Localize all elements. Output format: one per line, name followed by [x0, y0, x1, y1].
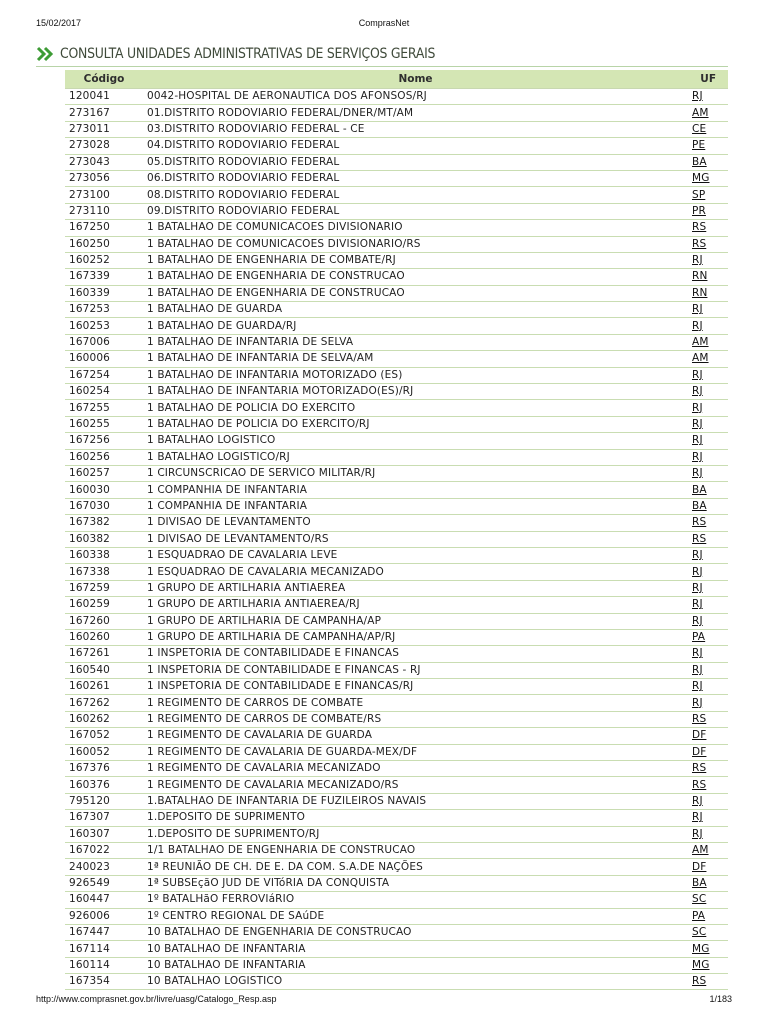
cell-code: 160338 [65, 547, 143, 563]
table-row [65, 793, 728, 809]
column-header-uf[interactable]: UF [688, 70, 728, 89]
uf-link[interactable]: RS [692, 975, 707, 988]
cell-name: 1 BATALHAO DE INFANTARIA DE SELVA [143, 334, 688, 350]
cell-uf [688, 908, 728, 924]
table-row [65, 580, 728, 596]
uf-link[interactable]: MG [692, 958, 710, 971]
cell-code: 273011 [65, 121, 143, 137]
table-row [65, 187, 728, 203]
cell-code: 167260 [65, 613, 143, 629]
cell-code: 160052 [65, 744, 143, 760]
cell-name: 1º BATALHãO FERROVIáRIO [143, 892, 688, 908]
cell-uf [688, 433, 728, 449]
cell-code: 160006 [65, 351, 143, 367]
table-row [65, 826, 728, 842]
cell-name: 1 REGIMENTO DE CAVALARIA MECANIZADO/RS [143, 777, 688, 793]
cell-code: 160114 [65, 957, 143, 973]
table-row [65, 252, 728, 268]
table-row [65, 744, 728, 760]
cell-name: 1 GRUPO DE ARTILHARIA DE CAMPANHA/AP/RJ [143, 629, 688, 645]
cell-name: 1 GRUPO DE ARTILHARIA ANTIAEREA/RJ [143, 597, 688, 613]
cell-uf [688, 744, 728, 760]
uf-link[interactable]: RJ [692, 90, 703, 103]
table-row [65, 465, 728, 481]
cell-uf [688, 974, 728, 990]
table-row [65, 810, 728, 826]
cell-name: 1 REGIMENTO DE CAVALARIA DE GUARDA [143, 728, 688, 744]
cell-uf [688, 318, 728, 334]
cell-name: 06.DISTRITO RODOVIARIO FEDERAL [143, 170, 688, 186]
print-title: ComprasNet [358, 18, 410, 28]
cell-code: 795120 [65, 793, 143, 809]
cell-name: 1 REGIMENTO DE CARROS DE COMBATE [143, 695, 688, 711]
column-header-name[interactable]: Nome [143, 70, 688, 89]
cell-name: 1 BATALHAO DE POLICIA DO EXERCITO/RJ [143, 416, 688, 432]
uf-link[interactable]: RJ [692, 614, 703, 627]
cell-name: 1 REGIMENTO DE CAVALARIA MECANIZADO [143, 761, 688, 777]
table-row [65, 875, 728, 891]
uf-link[interactable]: PA [692, 909, 706, 922]
uf-link[interactable]: BA [692, 483, 707, 496]
cell-code: 167382 [65, 515, 143, 531]
cell-code: 160254 [65, 384, 143, 400]
cell-uf [688, 465, 728, 481]
uf-link[interactable]: SP [692, 188, 706, 201]
cell-code: 167022 [65, 842, 143, 858]
cell-name: 1.DEPOSITO DE SUPRIMENTO/RJ [143, 826, 688, 842]
uf-link[interactable]: MG [692, 172, 710, 185]
cell-code: 160376 [65, 777, 143, 793]
uf-link[interactable]: RJ [692, 434, 703, 447]
cell-code: 167354 [65, 974, 143, 990]
table-row [65, 957, 728, 973]
cell-code: 167030 [65, 498, 143, 514]
uf-link[interactable]: RN [692, 270, 708, 283]
table-row [65, 564, 728, 580]
cell-uf [688, 711, 728, 727]
cell-uf [688, 351, 728, 367]
table-row [65, 941, 728, 957]
table-row [65, 777, 728, 793]
cell-name: 1 REGIMENTO DE CAVALARIA DE GUARDA-MEX/DF [143, 744, 688, 760]
uf-link[interactable]: RJ [692, 827, 703, 840]
cell-uf [688, 367, 728, 383]
cell-name: 1 BATALHAO DE GUARDA [143, 302, 688, 318]
uf-link[interactable]: AM [692, 336, 709, 349]
uf-link[interactable]: PE [692, 139, 706, 152]
table-row [65, 515, 728, 531]
cell-name: 04.DISTRITO RODOVIARIO FEDERAL [143, 138, 688, 154]
cell-name: 1 BATALHAO DE INFANTARIA MOTORIZADO(ES)/RJ [143, 384, 688, 400]
cell-code: 160339 [65, 285, 143, 301]
cell-name: 1º CENTRO REGIONAL DE SAúDE [143, 908, 688, 924]
table-row [65, 433, 728, 449]
uf-link[interactable]: RJ [692, 467, 703, 480]
cell-code: 167255 [65, 400, 143, 416]
cell-uf [688, 252, 728, 268]
cell-uf [688, 842, 728, 858]
table-row [65, 924, 728, 940]
cell-uf [688, 400, 728, 416]
table-header-row [65, 70, 728, 89]
cell-name: 1ª REUNIÃO DE CH. DE E. DA COM. S.A.DE NAÇÕES [143, 859, 688, 875]
print-footer [0, 994, 768, 1006]
cell-name: 1 BATALHAO DE COMUNICACOES DIVISIONARIO [143, 220, 688, 236]
table-row [65, 367, 728, 383]
cell-uf [688, 203, 728, 219]
uf-link[interactable]: AM [692, 352, 709, 365]
cell-name: 1 DIVISAO DE LEVANTAMENTO [143, 515, 688, 531]
cell-code: 273110 [65, 203, 143, 219]
uf-link[interactable]: RS [692, 713, 707, 726]
uf-link[interactable]: AM [692, 844, 709, 857]
cell-name: 03.DISTRITO RODOVIARIO FEDERAL - CE [143, 121, 688, 137]
table-row [65, 154, 728, 170]
cell-name: 1 GRUPO DE ARTILHARIA DE CAMPANHA/AP [143, 613, 688, 629]
cell-name: 0042-HOSPITAL DE AERONAUTICA DOS AFONSOS/RJ [143, 89, 688, 105]
cell-uf [688, 859, 728, 875]
cell-code: 160447 [65, 892, 143, 908]
cell-code: 167447 [65, 924, 143, 940]
column-header-code[interactable]: Código [65, 70, 143, 89]
cell-code: 273028 [65, 138, 143, 154]
table-row [65, 711, 728, 727]
table-row [65, 203, 728, 219]
uf-link[interactable]: DF [692, 745, 707, 758]
table-row [65, 531, 728, 547]
table-row [65, 121, 728, 137]
cell-uf [688, 105, 728, 121]
table-row [65, 220, 728, 236]
cell-code: 273100 [65, 187, 143, 203]
cell-name: 1ª SUBSEçãO JUD DE VITóRIA DA CONQUISTA [143, 875, 688, 891]
table-row [65, 170, 728, 186]
cell-name: 1.BATALHAO DE INFANTARIA DE FUZILEIROS NAVAIS [143, 793, 688, 809]
cell-uf [688, 515, 728, 531]
cell-uf [688, 498, 728, 514]
uf-link[interactable]: RJ [692, 581, 703, 594]
print-page-number: 1/183 [709, 994, 732, 1004]
cell-code: 160540 [65, 662, 143, 678]
table-row [65, 547, 728, 563]
table-row [65, 728, 728, 744]
table-row [65, 138, 728, 154]
uf-link[interactable]: CE [692, 122, 707, 135]
units-table [65, 70, 728, 990]
table-row [65, 974, 728, 990]
cell-code: 160252 [65, 252, 143, 268]
table-row [65, 400, 728, 416]
cell-code: 160250 [65, 236, 143, 252]
cell-code: 273167 [65, 105, 143, 121]
cell-name: 1 BATALHAO DE ENGENHARIA DE CONSTRUCAO [143, 269, 688, 285]
double-chevron-right-icon [36, 46, 56, 62]
cell-uf [688, 728, 728, 744]
uf-link[interactable]: RJ [692, 254, 703, 267]
uf-link[interactable]: RJ [692, 401, 703, 414]
table-row [65, 318, 728, 334]
cell-uf [688, 957, 728, 973]
uf-link[interactable]: RS [692, 778, 707, 791]
uf-link[interactable]: RS [692, 237, 707, 250]
cell-code: 167262 [65, 695, 143, 711]
cell-code: 160257 [65, 465, 143, 481]
table-row [65, 761, 728, 777]
cell-uf [688, 564, 728, 580]
cell-uf [688, 531, 728, 547]
uf-link[interactable]: RJ [692, 565, 703, 578]
cell-code: 160307 [65, 826, 143, 842]
cell-uf [688, 236, 728, 252]
uf-link[interactable]: RJ [692, 303, 703, 316]
cell-uf [688, 285, 728, 301]
cell-uf [688, 121, 728, 137]
table-row [65, 302, 728, 318]
uf-link[interactable]: DF [692, 729, 707, 742]
cell-code: 167376 [65, 761, 143, 777]
cell-code: 167114 [65, 941, 143, 957]
cell-name: 1 ESQUADRAO DE CAVALARIA LEVE [143, 547, 688, 563]
cell-name: 10 BATALHAO DE ENGENHARIA DE CONSTRUCAO [143, 924, 688, 940]
uf-link[interactable]: RS [692, 516, 707, 529]
cell-uf [688, 924, 728, 940]
cell-uf [688, 580, 728, 596]
table-row [65, 842, 728, 858]
table-row [65, 908, 728, 924]
uf-link[interactable]: PR [692, 204, 706, 217]
cell-uf [688, 695, 728, 711]
cell-name: 1 COMPANHIA DE INFANTARIA [143, 498, 688, 514]
uf-link[interactable]: MG [692, 942, 710, 955]
table-row [65, 892, 728, 908]
cell-uf [688, 170, 728, 186]
table-row [65, 679, 728, 695]
cell-name: 05.DISTRITO RODOVIARIO FEDERAL [143, 154, 688, 170]
cell-code: 167250 [65, 220, 143, 236]
cell-name: 1 INSPETORIA DE CONTABILIDADE E FINANCAS/RJ [143, 679, 688, 695]
uf-link[interactable]: RJ [692, 319, 703, 332]
table-row [65, 482, 728, 498]
uf-link[interactable]: RJ [692, 418, 703, 430]
cell-code: 160259 [65, 597, 143, 613]
cell-uf [688, 547, 728, 563]
uf-link[interactable]: RJ [692, 368, 703, 381]
cell-code: 240023 [65, 859, 143, 875]
cell-name: 1 BATALHAO DE INFANTARIA MOTORIZADO (ES) [143, 367, 688, 383]
table-row [65, 613, 728, 629]
table-row [65, 334, 728, 350]
uf-link[interactable]: AM [692, 106, 709, 119]
cell-code: 160030 [65, 482, 143, 498]
cell-uf [688, 826, 728, 842]
table-row [65, 416, 728, 432]
cell-name: 1 GRUPO DE ARTILHARIA ANTIAEREA [143, 580, 688, 596]
table-row [65, 285, 728, 301]
cell-code: 160253 [65, 318, 143, 334]
cell-code: 160255 [65, 416, 143, 432]
cell-uf [688, 138, 728, 154]
table-row [65, 384, 728, 400]
table-row [65, 449, 728, 465]
uf-link[interactable]: SC [692, 893, 707, 906]
cell-name: 1 BATALHAO LOGISTICO [143, 433, 688, 449]
cell-name: 01.DISTRITO RODOVIARIO FEDERAL/DNER/MT/AM [143, 105, 688, 121]
uf-link[interactable]: RJ [692, 385, 703, 398]
cell-name: 1 COMPANHIA DE INFANTARIA [143, 482, 688, 498]
title-divider [36, 66, 728, 67]
uf-link[interactable]: RS [692, 221, 707, 234]
page-title: CONSULTA UNIDADES ADMINISTRATIVAS DE SERVIÇOS GERAIS [60, 46, 436, 62]
uf-link[interactable]: RJ [692, 663, 703, 676]
cell-code: 167259 [65, 580, 143, 596]
uf-link[interactable]: RJ [692, 794, 703, 807]
cell-name: 1 BATALHAO DE ENGENHARIA DE CONSTRUCAO [143, 285, 688, 301]
cell-uf [688, 875, 728, 891]
uf-link[interactable]: RJ [692, 450, 703, 463]
cell-name: 1 REGIMENTO DE CARROS DE COMBATE/RS [143, 711, 688, 727]
print-date: 15/02/2017 [36, 18, 82, 28]
uf-link[interactable]: RJ [692, 696, 703, 709]
uf-link[interactable]: PA [692, 631, 706, 644]
cell-code: 160261 [65, 679, 143, 695]
table-row [65, 695, 728, 711]
cell-code: 167253 [65, 302, 143, 318]
cell-uf [688, 793, 728, 809]
cell-code: 167256 [65, 433, 143, 449]
cell-name: 1 BATALHAO DE POLICIA DO EXERCITO [143, 400, 688, 416]
cell-uf [688, 892, 728, 908]
page-title-bar [36, 44, 496, 64]
cell-name: 1 BATALHAO DE INFANTARIA DE SELVA/AM [143, 351, 688, 367]
cell-code: 160262 [65, 711, 143, 727]
cell-uf [688, 646, 728, 662]
cell-uf [688, 941, 728, 957]
cell-uf [688, 334, 728, 350]
cell-uf [688, 154, 728, 170]
uf-link[interactable]: SC [692, 926, 707, 939]
uf-link[interactable]: BA [692, 499, 707, 512]
cell-name: 1 INSPETORIA DE CONTABILIDADE E FINANCAS - RJ [143, 662, 688, 678]
cell-code: 273056 [65, 170, 143, 186]
cell-name: 10 BATALHAO DE INFANTARIA [143, 957, 688, 973]
uf-link[interactable]: DF [692, 860, 707, 873]
uf-link[interactable]: RJ [692, 680, 703, 693]
uf-link[interactable]: RS [692, 762, 707, 775]
table-row [65, 859, 728, 875]
cell-code: 167006 [65, 334, 143, 350]
cell-uf [688, 777, 728, 793]
cell-name: 10 BATALHAO LOGISTICO [143, 974, 688, 990]
cell-code: 167307 [65, 810, 143, 826]
cell-name: 1 CIRCUNSCRICAO DE SERVICO MILITAR/RJ [143, 465, 688, 481]
cell-code: 160382 [65, 531, 143, 547]
cell-uf [688, 220, 728, 236]
cell-name: 1 BATALHAO DE COMUNICACOES DIVISIONARIO/RS [143, 236, 688, 252]
cell-uf [688, 810, 728, 826]
cell-uf [688, 416, 728, 432]
uf-link[interactable]: BA [692, 155, 707, 168]
cell-name: 1/1 BATALHAO DE ENGENHARIA DE CONSTRUCAO [143, 842, 688, 858]
table-row [65, 646, 728, 662]
cell-code: 167261 [65, 646, 143, 662]
cell-code: 167338 [65, 564, 143, 580]
table-row [65, 236, 728, 252]
cell-uf [688, 629, 728, 645]
cell-code: 167339 [65, 269, 143, 285]
table-row [65, 662, 728, 678]
table-row [65, 89, 728, 105]
cell-code: 160260 [65, 629, 143, 645]
uf-link[interactable]: RJ [692, 549, 703, 562]
cell-uf [688, 384, 728, 400]
cell-name: 1 DIVISAO DE LEVANTAMENTO/RS [143, 531, 688, 547]
uf-link[interactable]: RS [692, 532, 707, 545]
table-row [65, 269, 728, 285]
cell-name: 1 ESQUADRAO DE CAVALARIA MECANIZADO [143, 564, 688, 580]
cell-code: 160256 [65, 449, 143, 465]
cell-name: 09.DISTRITO RODOVIARIO FEDERAL [143, 203, 688, 219]
cell-uf [688, 269, 728, 285]
cell-code: 273043 [65, 154, 143, 170]
cell-uf [688, 662, 728, 678]
table-row [65, 498, 728, 514]
cell-name: 1.DEPOSITO DE SUPRIMENTO [143, 810, 688, 826]
cell-uf [688, 597, 728, 613]
print-header [0, 18, 768, 30]
table-row [65, 629, 728, 645]
cell-code: 120041 [65, 89, 143, 105]
cell-uf [688, 302, 728, 318]
uf-link[interactable]: RJ [692, 647, 703, 660]
cell-code: 167254 [65, 367, 143, 383]
cell-uf [688, 187, 728, 203]
table-row [65, 105, 728, 121]
cell-name: 10 BATALHAO DE INFANTARIA [143, 941, 688, 957]
cell-name: 1 BATALHAO LOGISTICO/RJ [143, 449, 688, 465]
cell-name: 1 BATALHAO DE GUARDA/RJ [143, 318, 688, 334]
uf-link[interactable]: BA [692, 876, 707, 889]
cell-code: 926006 [65, 908, 143, 924]
cell-uf [688, 482, 728, 498]
cell-uf [688, 761, 728, 777]
print-url: http://www.comprasnet.gov.br/livre/uasg/Catalogo_Resp.asp [36, 994, 277, 1004]
cell-code: 167052 [65, 728, 143, 744]
cell-uf [688, 613, 728, 629]
uf-link[interactable]: RJ [692, 811, 703, 824]
uf-link[interactable]: RJ [692, 598, 703, 611]
cell-name: 08.DISTRITO RODOVIARIO FEDERAL [143, 187, 688, 203]
uf-link[interactable]: RN [692, 286, 708, 299]
cell-name: 1 INSPETORIA DE CONTABILIDADE E FINANCAS [143, 646, 688, 662]
cell-uf [688, 89, 728, 105]
cell-uf [688, 679, 728, 695]
table-row [65, 597, 728, 613]
cell-name: 1 BATALHAO DE ENGENHARIA DE COMBATE/RJ [143, 252, 688, 268]
table-row [65, 351, 728, 367]
cell-code: 926549 [65, 875, 143, 891]
cell-uf [688, 449, 728, 465]
